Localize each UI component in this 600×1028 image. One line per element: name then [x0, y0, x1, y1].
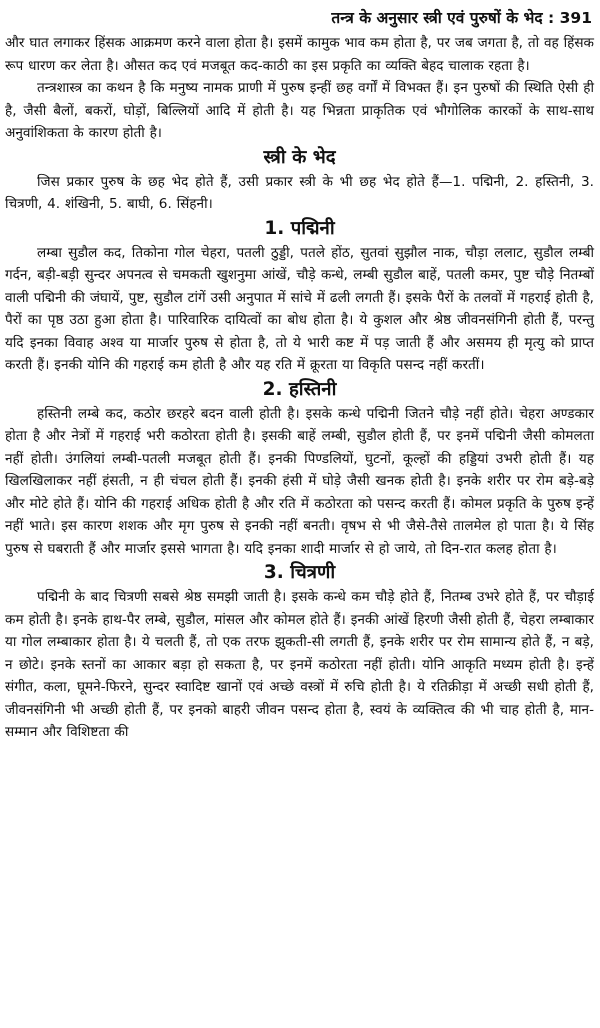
running-header: तन्त्र के अनुसार स्त्री एवं पुरुषों के भेद : 391 — [331, 9, 592, 27]
section-heading-chitrani: 3. चित्रणी — [263, 562, 336, 583]
paragraph-padmini: लम्बा सुडौल कद, तिकोना गोल चेहरा, पतली ठुड्डी, पतले होंठ, सुतवां सुझौल नाक, चौड़ा ललाट, सुडौल लम्बी गर्दन, बड़ी-बड़ी सुन्दर अपनत्व से चमकती खुशनुमा आंखें, चौड़े कन्धे, लम्बी सुडौल बाहें, पतली कमर, पुष्ट चौड़े नितम्बों वाली पद्मिनी की जंघायें, पुष्ट, सुडौल टांगें उसी अनुपात में सांचे में ढली लगती हैं। इसके पैरों के तलवों में गहराई होती है, पैरों का पृष्ठ उठा हुआ होता है। पारिवारिक दायित्वों का बोध होता है। ये कुशल और श्रेष्ठ जीवनसंगिनी होती हैं, परन्तु यदि इनका विवाह अश्व या मार्जार पुरुष से होता है, तो ये भारी कष्ट में पड़ जाती हैं और असमय ही मृत्यु को प्राप्त करती हैं। इनकी योनि की गहराई कम होती है और यह रति में क्रूरता या विकृति पसन्द नहीं करतीं। — [5, 244, 594, 373]
section-heading-padmini: 1. पद्मिनी — [264, 217, 335, 239]
paragraph-chitrani: पद्मिनी के बाद चित्रणी सबसे श्रेष्ठ समझी जाती है। इसके कन्धे कम चौड़े होते हैं, नितम्ब उभरे होते हैं, पर चौड़ाई कम होती है। इनके हाथ-पैर लम्बे, सुडौल, मांसल और कोमल होते हैं। इनकी आंखें हिरणी जैसी होती हैं, चेहरा लम्बाकार या गोल लम्बाकार होता है। ये चलती हैं, तो एक तरफ झुकती-सी लगती हैं, इनके शरीर पर रोम सामान्य होते हैं, न बड़े, न छोटे। इनके स्तनों का आकार बड़ा हो सकता है, पर इनमें कठोरता नहीं होती। योनि आकृति मध्यम होती है। इन्हें संगीत, कला, घूमने-फिरने, सुन्दर स्वादिष्ट खानों एवं अच्छे वस्त्रों में रुचि होती है। ये रतिक्रीड़ा में अच्छी सधी होती हैं, जीवनसंगिनी भी अच्छी होती हैं, पर इनको बाहरी जीवन पसन्द होता है, स्वयं के व्यक्तित्व की भी चाह होती है, मान-सम्मान और विशिष्टता की — [5, 589, 594, 740]
section-heading-women-types: स्त्री के भेद — [263, 146, 336, 168]
paragraph-continued: और घात लगाकर हिंसक आक्रमण करने वाला होता है। इसमें कामुक भाव कम होता है, पर जब जगता है, तो वह हिंसक रूप धारण कर लेता है। औसत कद एवं मजबूत कद-काठी का इस प्रकृति का व्यक्ति बेहद चालाक रहता है। — [5, 35, 594, 74]
paragraph-hastini: हस्तिनी लम्बे कद, कठोर छरहरे बदन वाली होती है। इसके कन्धे पद्मिनी जितने चौड़े नहीं होते। चेहरा अण्डकार होता है और नेत्रों में गहराई भरी कठोरता होती है। इसकी बाहें लम्बी, सुडौल होती हैं, पर इनमें पद्मिनी जैसी कोमलता नहीं होती। उंगलियां लम्बी-पतली मजबूत होती हैं। इनकी पिण्डलियों, घुटनों, कूल्हों की हड्डियां उभरी होती हैं। यह खिलखिलाकर नहीं हंसती, न ही चंचल होती हैं। इनकी हंसी में घोड़े जैसी खनक होती है। इनके शरीर पर रोम बड़े-बड़े और मोटे होते हैं। योनि की गहराई अधिक होती है और रति में कठोरता को पसन्द करती हैं। कोमल प्रकृति के पुरुष इन्हें नहीं भाते। इस कारण शशक और मृग पुरुष से इनकी नहीं बनती। वृषभ से भी जैसे-तैसे तालमेल हो पाता है। ये सिंह पुरुष से घबराती हैं और मार्जार इससे भागता है। यदि इनका शादी मार्जार से हो जाये, तो दिन-रात कलह होता है। — [5, 405, 594, 557]
section-heading-hastini: 2. हस्तिनी — [262, 378, 337, 400]
paragraph-women-types-list: जिस प्रकार पुरुष के छह भेद होते हैं, उसी प्रकार स्त्री के भी छह भेद होते हैं—1. पद्मिनी, 2. हस्तिनी, 3. चित्रणी, 4. शंखिनी, 5. बाघी, 6. सिंहनी। — [5, 173, 594, 212]
paragraph-tantra-statement: तन्त्रशास्त्र का कथन है कि मनुष्य नामक प्राणी में पुरुष इन्हीं छह वर्गों में विभक्त हैं। इन पुरुषों की स्थिति ऐसी ही है, जैसी बैलों, बकरों, घोड़ों, बिल्लियों आदि में होती है। यह भिन्नता प्राकृतिक एवं भौगोलिक कारकों के साथ-साथ अनुवांशिकता के कारण होती है। — [5, 80, 594, 141]
